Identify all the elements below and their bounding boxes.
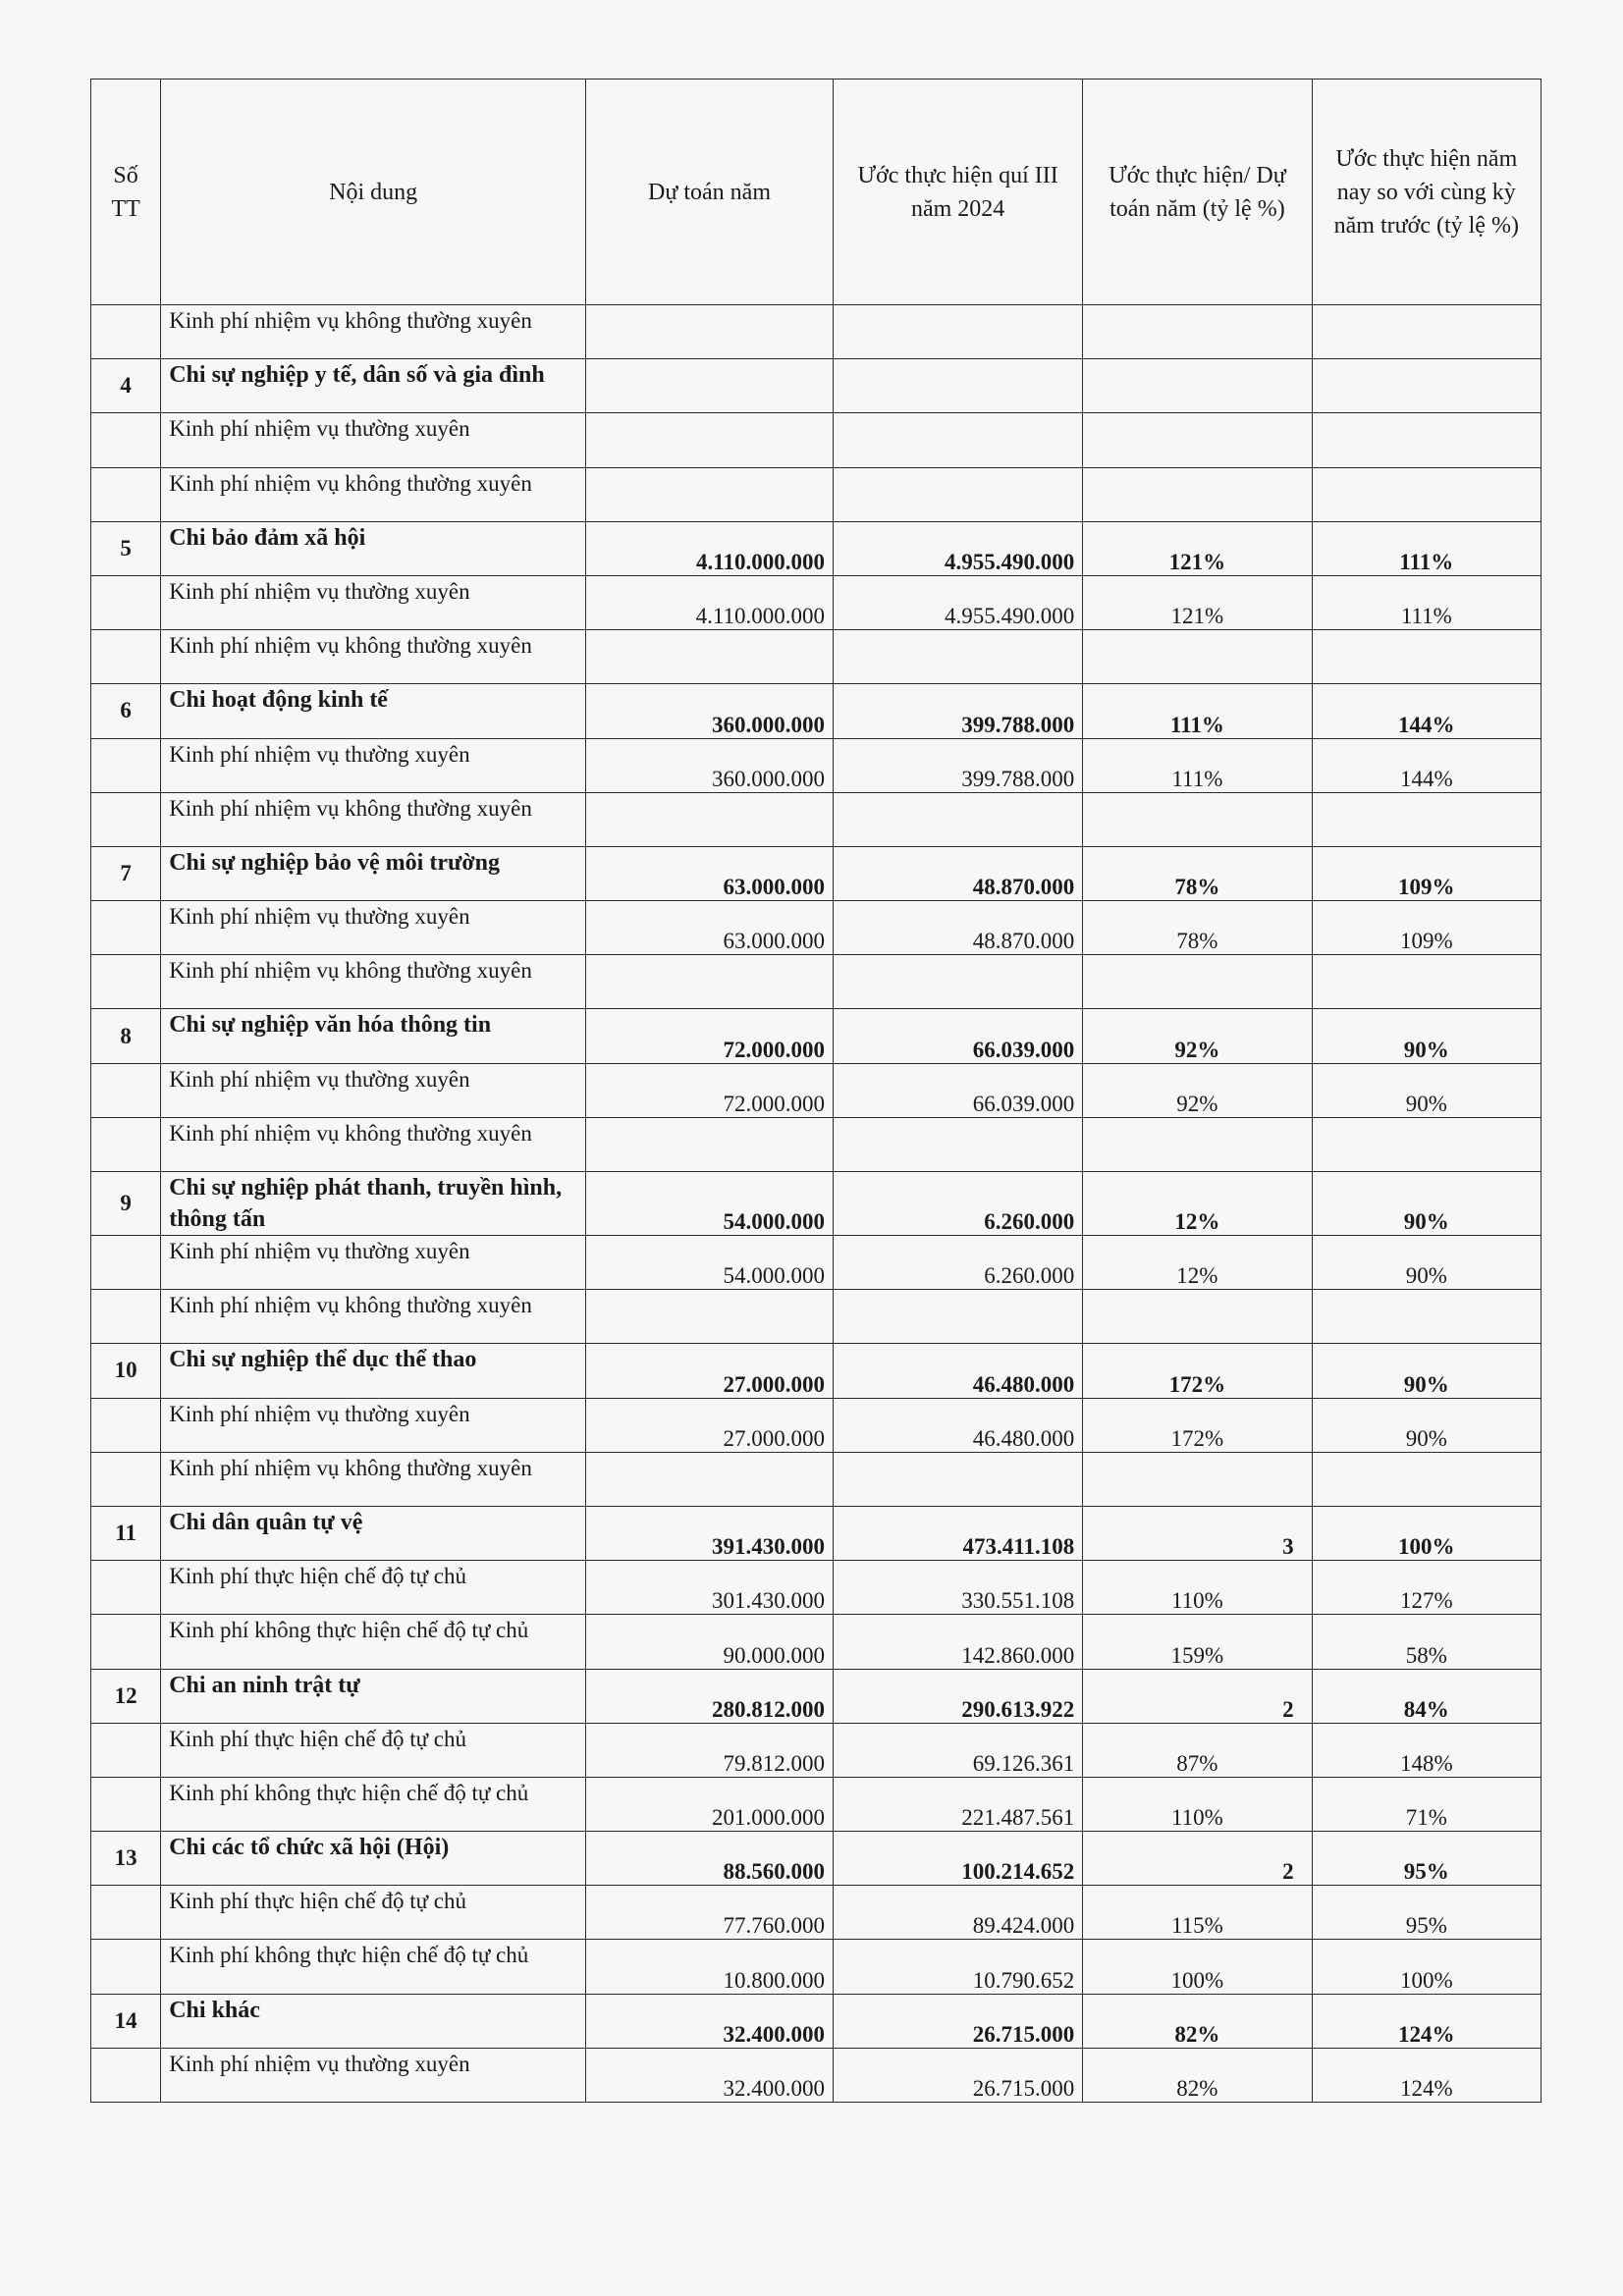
cell-stt bbox=[91, 901, 161, 955]
cell-ratio-budget bbox=[1083, 1290, 1312, 1344]
cell-budget bbox=[586, 1452, 834, 1506]
cell-stt bbox=[91, 1561, 161, 1615]
cell-estimate bbox=[834, 413, 1083, 467]
cell-ratio-budget: 121% bbox=[1083, 521, 1312, 575]
table-row bbox=[91, 1940, 1542, 1994]
cell-stt: 10 bbox=[91, 1344, 161, 1398]
cell-ratio-budget bbox=[1083, 413, 1312, 467]
table-row bbox=[91, 1777, 1542, 1831]
cell-content: Kinh phí nhiệm vụ thường xuyên bbox=[161, 1398, 586, 1452]
cell-budget bbox=[586, 955, 834, 1009]
cell-stt: 9 bbox=[91, 1172, 161, 1236]
cell-budget: 79.812.000 bbox=[586, 1723, 834, 1777]
cell-ratio-budget: 115% bbox=[1083, 1886, 1312, 1940]
cell-budget: 360.000.000 bbox=[586, 738, 834, 792]
cell-stt: 14 bbox=[91, 1994, 161, 2048]
cell-content: Kinh phí nhiệm vụ thường xuyên bbox=[161, 1236, 586, 1290]
cell-ratio-prev: 109% bbox=[1312, 846, 1541, 900]
cell-estimate: 66.039.000 bbox=[834, 1063, 1083, 1117]
cell-estimate: 399.788.000 bbox=[834, 738, 1083, 792]
cell-budget: 391.430.000 bbox=[586, 1506, 834, 1560]
cell-budget: 72.000.000 bbox=[586, 1009, 834, 1063]
cell-estimate: 4.955.490.000 bbox=[834, 521, 1083, 575]
cell-stt bbox=[91, 792, 161, 846]
cell-budget bbox=[586, 359, 834, 413]
table-row bbox=[91, 1452, 1542, 1506]
table-row bbox=[91, 1172, 1542, 1236]
cell-content: Kinh phí không thực hiện chế độ tự chủ bbox=[161, 1615, 586, 1669]
cell-ratio-prev: 111% bbox=[1312, 521, 1541, 575]
cell-budget: 301.430.000 bbox=[586, 1561, 834, 1615]
cell-ratio-budget bbox=[1083, 305, 1312, 359]
cell-ratio-budget bbox=[1083, 955, 1312, 1009]
cell-ratio-prev: 90% bbox=[1312, 1172, 1541, 1236]
cell-content: Kinh phí nhiệm vụ thường xuyên bbox=[161, 1063, 586, 1117]
cell-estimate bbox=[834, 359, 1083, 413]
cell-content: Kinh phí nhiệm vụ thường xuyên bbox=[161, 413, 586, 467]
cell-content: Chi dân quân tự vệ bbox=[161, 1506, 586, 1560]
cell-ratio-prev: 100% bbox=[1312, 1506, 1541, 1560]
cell-ratio-prev: 58% bbox=[1312, 1615, 1541, 1669]
cell-budget bbox=[586, 305, 834, 359]
cell-estimate: 10.790.652 bbox=[834, 1940, 1083, 1994]
cell-ratio-prev bbox=[1312, 1117, 1541, 1171]
cell-budget: 32.400.000 bbox=[586, 2048, 834, 2102]
cell-content: Kinh phí thực hiện chế độ tự chủ bbox=[161, 1886, 586, 1940]
cell-ratio-prev: 124% bbox=[1312, 2048, 1541, 2102]
cell-budget: 54.000.000 bbox=[586, 1172, 834, 1236]
cell-estimate: 473.411.108 bbox=[834, 1506, 1083, 1560]
cell-budget bbox=[586, 630, 834, 684]
cell-content: Chi an ninh trật tự bbox=[161, 1669, 586, 1723]
table-row bbox=[91, 1117, 1542, 1171]
cell-estimate: 48.870.000 bbox=[834, 846, 1083, 900]
cell-budget: 201.000.000 bbox=[586, 1777, 834, 1831]
cell-estimate: 66.039.000 bbox=[834, 1009, 1083, 1063]
cell-content: Kinh phí nhiệm vụ không thường xuyên bbox=[161, 1117, 586, 1171]
cell-ratio-prev: 148% bbox=[1312, 1723, 1541, 1777]
cell-ratio-budget: 3 bbox=[1083, 1506, 1312, 1560]
cell-content: Chi sự nghiệp y tế, dân số và gia đình bbox=[161, 359, 586, 413]
cell-content: Kinh phí nhiệm vụ không thường xuyên bbox=[161, 467, 586, 521]
header-ratio-budget: Ước thực hiện/ Dự toán năm (tỷ lệ %) bbox=[1083, 80, 1312, 305]
cell-content: Kinh phí nhiệm vụ không thường xuyên bbox=[161, 955, 586, 1009]
cell-estimate: 290.613.922 bbox=[834, 1669, 1083, 1723]
cell-ratio-budget: 121% bbox=[1083, 575, 1312, 629]
cell-ratio-budget bbox=[1083, 1452, 1312, 1506]
cell-ratio-prev: 127% bbox=[1312, 1561, 1541, 1615]
table-row bbox=[91, 1561, 1542, 1615]
cell-ratio-budget: 100% bbox=[1083, 1940, 1312, 1994]
cell-content: Kinh phí nhiệm vụ thường xuyên bbox=[161, 575, 586, 629]
table-row bbox=[91, 1615, 1542, 1669]
cell-content: Chi sự nghiệp phát thanh, truyền hình, thông tấn bbox=[161, 1172, 586, 1236]
cell-ratio-budget: 12% bbox=[1083, 1172, 1312, 1236]
header-estimate-q3: Ước thực hiện quí III năm 2024 bbox=[834, 80, 1083, 305]
cell-ratio-budget: 110% bbox=[1083, 1777, 1312, 1831]
cell-budget: 72.000.000 bbox=[586, 1063, 834, 1117]
table-row bbox=[91, 684, 1542, 738]
cell-ratio-budget bbox=[1083, 630, 1312, 684]
cell-budget: 4.110.000.000 bbox=[586, 575, 834, 629]
cell-ratio-prev bbox=[1312, 792, 1541, 846]
table-row bbox=[91, 901, 1542, 955]
cell-estimate: 6.260.000 bbox=[834, 1172, 1083, 1236]
cell-stt bbox=[91, 1940, 161, 1994]
cell-stt bbox=[91, 1063, 161, 1117]
table-row bbox=[91, 575, 1542, 629]
cell-budget: 4.110.000.000 bbox=[586, 521, 834, 575]
cell-content: Chi khác bbox=[161, 1994, 586, 2048]
cell-estimate: 221.487.561 bbox=[834, 1777, 1083, 1831]
cell-stt bbox=[91, 467, 161, 521]
cell-ratio-prev bbox=[1312, 413, 1541, 467]
cell-content: Kinh phí thực hiện chế độ tự chủ bbox=[161, 1723, 586, 1777]
cell-ratio-prev bbox=[1312, 305, 1541, 359]
cell-ratio-prev: 144% bbox=[1312, 684, 1541, 738]
table-row bbox=[91, 1063, 1542, 1117]
cell-estimate bbox=[834, 1290, 1083, 1344]
cell-stt: 13 bbox=[91, 1832, 161, 1886]
cell-stt: 5 bbox=[91, 521, 161, 575]
cell-ratio-prev: 84% bbox=[1312, 1669, 1541, 1723]
table-row bbox=[91, 1886, 1542, 1940]
cell-ratio-budget: 2 bbox=[1083, 1669, 1312, 1723]
table-row bbox=[91, 1290, 1542, 1344]
cell-budget bbox=[586, 792, 834, 846]
cell-ratio-budget: 111% bbox=[1083, 738, 1312, 792]
cell-content: Chi sự nghiệp thể dục thể thao bbox=[161, 1344, 586, 1398]
cell-content: Kinh phí không thực hiện chế độ tự chủ bbox=[161, 1777, 586, 1831]
cell-ratio-prev: 90% bbox=[1312, 1236, 1541, 1290]
cell-estimate: 89.424.000 bbox=[834, 1886, 1083, 1940]
table-row bbox=[91, 1669, 1542, 1723]
cell-content: Chi sự nghiệp bảo vệ môi trường bbox=[161, 846, 586, 900]
cell-ratio-budget: 172% bbox=[1083, 1398, 1312, 1452]
table-row bbox=[91, 630, 1542, 684]
cell-stt bbox=[91, 738, 161, 792]
cell-ratio-budget: 159% bbox=[1083, 1615, 1312, 1669]
cell-ratio-prev: 90% bbox=[1312, 1063, 1541, 1117]
cell-content: Kinh phí nhiệm vụ không thường xuyên bbox=[161, 630, 586, 684]
cell-stt: 6 bbox=[91, 684, 161, 738]
table-row bbox=[91, 413, 1542, 467]
cell-budget: 77.760.000 bbox=[586, 1886, 834, 1940]
cell-estimate bbox=[834, 305, 1083, 359]
cell-stt: 8 bbox=[91, 1009, 161, 1063]
cell-ratio-budget: 82% bbox=[1083, 2048, 1312, 2102]
table-row bbox=[91, 1723, 1542, 1777]
cell-content: Kinh phí thực hiện chế độ tự chủ bbox=[161, 1561, 586, 1615]
cell-stt bbox=[91, 1236, 161, 1290]
cell-budget: 63.000.000 bbox=[586, 901, 834, 955]
table-row bbox=[91, 1832, 1542, 1886]
cell-estimate: 48.870.000 bbox=[834, 901, 1083, 955]
cell-estimate bbox=[834, 467, 1083, 521]
cell-stt: 11 bbox=[91, 1506, 161, 1560]
cell-estimate bbox=[834, 1117, 1083, 1171]
cell-budget bbox=[586, 413, 834, 467]
cell-stt bbox=[91, 1290, 161, 1344]
cell-ratio-prev bbox=[1312, 1290, 1541, 1344]
cell-ratio-prev: 144% bbox=[1312, 738, 1541, 792]
cell-content: Chi các tổ chức xã hội (Hội) bbox=[161, 1832, 586, 1886]
cell-content: Kinh phí nhiệm vụ không thường xuyên bbox=[161, 1452, 586, 1506]
cell-estimate: 330.551.108 bbox=[834, 1561, 1083, 1615]
cell-ratio-budget bbox=[1083, 359, 1312, 413]
table-row bbox=[91, 521, 1542, 575]
cell-estimate: 46.480.000 bbox=[834, 1398, 1083, 1452]
cell-ratio-budget bbox=[1083, 792, 1312, 846]
header-content: Nội dung bbox=[161, 80, 586, 305]
table-row bbox=[91, 2048, 1542, 2102]
cell-estimate bbox=[834, 955, 1083, 1009]
cell-ratio-prev bbox=[1312, 359, 1541, 413]
cell-budget: 54.000.000 bbox=[586, 1236, 834, 1290]
cell-budget bbox=[586, 467, 834, 521]
cell-budget: 88.560.000 bbox=[586, 1832, 834, 1886]
cell-content: Chi hoạt động kinh tế bbox=[161, 684, 586, 738]
cell-stt bbox=[91, 955, 161, 1009]
cell-budget: 360.000.000 bbox=[586, 684, 834, 738]
table-header bbox=[91, 80, 1542, 305]
cell-estimate: 142.860.000 bbox=[834, 1615, 1083, 1669]
cell-content: Kinh phí không thực hiện chế độ tự chủ bbox=[161, 1940, 586, 1994]
cell-estimate: 69.126.361 bbox=[834, 1723, 1083, 1777]
cell-budget: 27.000.000 bbox=[586, 1398, 834, 1452]
cell-content: Kinh phí nhiệm vụ không thường xuyên bbox=[161, 1290, 586, 1344]
header-stt: Số TT bbox=[91, 80, 161, 305]
cell-estimate bbox=[834, 630, 1083, 684]
cell-ratio-budget: 78% bbox=[1083, 846, 1312, 900]
cell-ratio-prev bbox=[1312, 630, 1541, 684]
table-row bbox=[91, 467, 1542, 521]
cell-ratio-budget: 172% bbox=[1083, 1344, 1312, 1398]
cell-content: Kinh phí nhiệm vụ không thường xuyên bbox=[161, 792, 586, 846]
table-row bbox=[91, 1344, 1542, 1398]
cell-ratio-prev bbox=[1312, 467, 1541, 521]
cell-ratio-prev bbox=[1312, 1452, 1541, 1506]
cell-estimate: 100.214.652 bbox=[834, 1832, 1083, 1886]
cell-ratio-budget: 110% bbox=[1083, 1561, 1312, 1615]
table-row bbox=[91, 738, 1542, 792]
cell-stt: 7 bbox=[91, 846, 161, 900]
cell-stt bbox=[91, 1615, 161, 1669]
cell-content: Kinh phí nhiệm vụ thường xuyên bbox=[161, 738, 586, 792]
table-row bbox=[91, 1398, 1542, 1452]
cell-ratio-prev: 90% bbox=[1312, 1344, 1541, 1398]
cell-ratio-prev: 109% bbox=[1312, 901, 1541, 955]
cell-stt bbox=[91, 413, 161, 467]
cell-stt bbox=[91, 1723, 161, 1777]
cell-ratio-budget: 82% bbox=[1083, 1994, 1312, 2048]
cell-stt bbox=[91, 2048, 161, 2102]
cell-ratio-budget: 78% bbox=[1083, 901, 1312, 955]
cell-ratio-prev: 100% bbox=[1312, 1940, 1541, 1994]
cell-content: Chi bảo đảm xã hội bbox=[161, 521, 586, 575]
table-body bbox=[91, 305, 1542, 2103]
cell-ratio-prev: 90% bbox=[1312, 1398, 1541, 1452]
cell-estimate: 46.480.000 bbox=[834, 1344, 1083, 1398]
cell-stt bbox=[91, 1886, 161, 1940]
cell-ratio-budget bbox=[1083, 1117, 1312, 1171]
cell-budget: 280.812.000 bbox=[586, 1669, 834, 1723]
header-budget: Dự toán năm bbox=[586, 80, 834, 305]
cell-budget: 27.000.000 bbox=[586, 1344, 834, 1398]
cell-budget: 63.000.000 bbox=[586, 846, 834, 900]
cell-ratio-budget: 87% bbox=[1083, 1723, 1312, 1777]
table-row bbox=[91, 1236, 1542, 1290]
cell-estimate: 26.715.000 bbox=[834, 2048, 1083, 2102]
cell-ratio-budget: 92% bbox=[1083, 1063, 1312, 1117]
table-row bbox=[91, 305, 1542, 359]
cell-stt bbox=[91, 575, 161, 629]
table-row bbox=[91, 1994, 1542, 2048]
cell-content: Kinh phí nhiệm vụ thường xuyên bbox=[161, 2048, 586, 2102]
cell-content: Kinh phí nhiệm vụ không thường xuyên bbox=[161, 305, 586, 359]
table-row bbox=[91, 1506, 1542, 1560]
table-row bbox=[91, 359, 1542, 413]
cell-ratio-prev bbox=[1312, 955, 1541, 1009]
cell-stt bbox=[91, 1117, 161, 1171]
table-row bbox=[91, 955, 1542, 1009]
cell-stt bbox=[91, 630, 161, 684]
cell-budget: 10.800.000 bbox=[586, 1940, 834, 1994]
cell-ratio-budget: 2 bbox=[1083, 1832, 1312, 1886]
cell-stt bbox=[91, 1398, 161, 1452]
cell-ratio-prev: 95% bbox=[1312, 1832, 1541, 1886]
cell-ratio-prev: 111% bbox=[1312, 575, 1541, 629]
cell-budget: 90.000.000 bbox=[586, 1615, 834, 1669]
table-row bbox=[91, 792, 1542, 846]
cell-ratio-prev: 124% bbox=[1312, 1994, 1541, 2048]
cell-estimate: 4.955.490.000 bbox=[834, 575, 1083, 629]
cell-content: Chi sự nghiệp văn hóa thông tin bbox=[161, 1009, 586, 1063]
cell-stt: 4 bbox=[91, 359, 161, 413]
cell-stt: 12 bbox=[91, 1669, 161, 1723]
table-row bbox=[91, 1009, 1542, 1063]
budget-table bbox=[90, 79, 1542, 2103]
cell-budget bbox=[586, 1117, 834, 1171]
cell-budget bbox=[586, 1290, 834, 1344]
cell-stt bbox=[91, 1777, 161, 1831]
table-row bbox=[91, 846, 1542, 900]
cell-estimate: 26.715.000 bbox=[834, 1994, 1083, 2048]
cell-estimate bbox=[834, 792, 1083, 846]
cell-estimate: 399.788.000 bbox=[834, 684, 1083, 738]
cell-ratio-budget bbox=[1083, 467, 1312, 521]
cell-ratio-budget: 92% bbox=[1083, 1009, 1312, 1063]
cell-content: Kinh phí nhiệm vụ thường xuyên bbox=[161, 901, 586, 955]
cell-ratio-prev: 71% bbox=[1312, 1777, 1541, 1831]
cell-stt bbox=[91, 305, 161, 359]
header-ratio-prev: Ước thực hiện năm nay so với cùng kỳ năm trước (tỷ lệ %) bbox=[1312, 80, 1541, 305]
cell-ratio-budget: 12% bbox=[1083, 1236, 1312, 1290]
cell-budget: 32.400.000 bbox=[586, 1994, 834, 2048]
cell-ratio-budget: 111% bbox=[1083, 684, 1312, 738]
cell-ratio-prev: 90% bbox=[1312, 1009, 1541, 1063]
cell-estimate bbox=[834, 1452, 1083, 1506]
cell-estimate: 6.260.000 bbox=[834, 1236, 1083, 1290]
cell-ratio-prev: 95% bbox=[1312, 1886, 1541, 1940]
cell-stt bbox=[91, 1452, 161, 1506]
